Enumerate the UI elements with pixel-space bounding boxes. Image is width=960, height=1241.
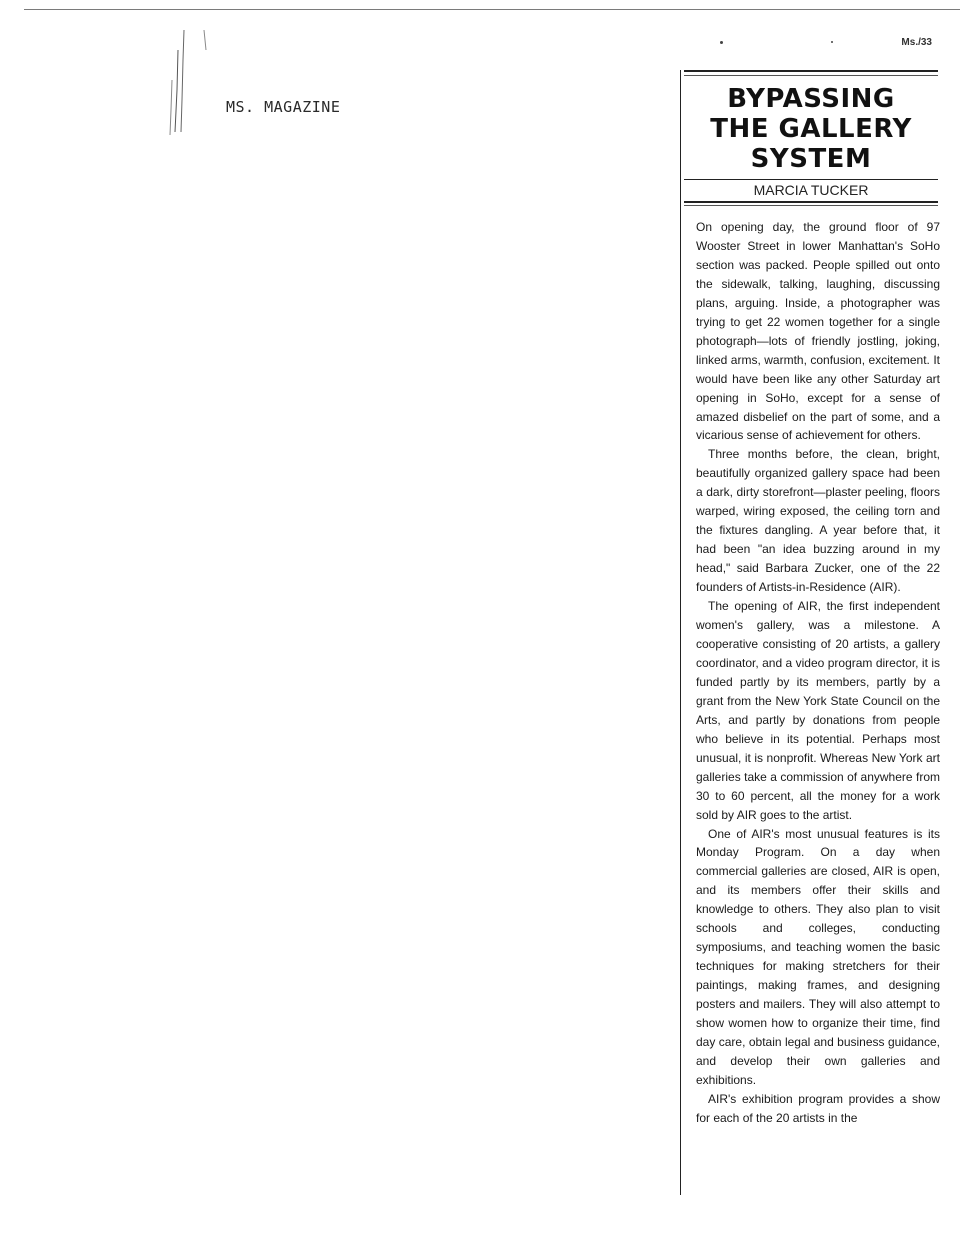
headline-rule [684,70,938,72]
byline-rule [684,201,938,203]
article-body [696,218,940,1128]
paragraph: AIR's exhibition program provides a show for each of the 20 artists in the [696,1091,940,1125]
publication-label: MS. MAGAZINE [226,98,341,116]
paragraph: One of AIR's most unusual features is its Monday Program. On a day when commercial galleries are closed, AIR is open, and its members offer their skills and knowledge to others. They also plan to visit schools and colleges, conducting symposiums, and teaching women the basic techniques for making stretchers for their paintings, making frames, and designing posters and mailers. They will also attempt to show women how to organize their time, find day care, obtain legal and business guidance, and develop their own galleries and exhibitions. [696,826,940,1087]
headline-line: BYPASSING [727,84,895,114]
column-rule [680,70,681,1195]
paragraph: The opening of AIR, the first independent women's gallery, was a milestone. A cooperative consisting of 20 artists, a gallery coordinator, and a video program director, it is funded partly by its members, partly by a grant from the New York State Council on the Arts, and partly by donations from people who believe in its potential. Perhaps most unusual, it is nonprofit. Whereas New York art galleries take a commission of anywhere from 30 to 60 percent, all the money for a work sold by AIR goes to the artist. [696,599,940,822]
article [680,70,942,1195]
paragraph: Three months before, the clean, bright, beautifully organized gallery space had been a dark, dirty storefront—plaster peeling, floors warped, wiring exposed, the ceiling torn and the fixtures dangling. A year before that, it had been "an idea buzzing around in my head," said Barbara Zucker, one of the 22 founders of Artists-in-Residence (AIR). [696,447,940,595]
page-number: Ms./33 [901,37,932,48]
scan-dot [720,41,723,44]
headline [684,84,938,174]
headline-line: SYSTEM [750,144,872,174]
byline-rule [684,205,938,206]
scan-top-rule [24,9,960,10]
headline-rule [684,75,938,76]
byline-rule [684,179,938,180]
byline: MARCIA TUCKER [753,182,869,198]
scan-dot [831,41,833,43]
scan-stroke-marks [160,20,220,140]
headline-line: THE GALLERY [710,114,912,144]
paragraph: On opening day, the ground floor of 97 Wooster Street in lower Manhattan's SoHo section was packed. People spilled out onto the sidewalk, talking, laughing, discussing plans, arguing. Inside, a photographer was trying to get 22 women together for a single photograph—lots of friendly jostling, joking, linked arms, warmth, confusion, excitement. It would have been like any other Saturday art opening in SoHo, except for a sense of amazed disbelief on the part of some, and a vicarious sense of achievement for others. [696,220,940,443]
